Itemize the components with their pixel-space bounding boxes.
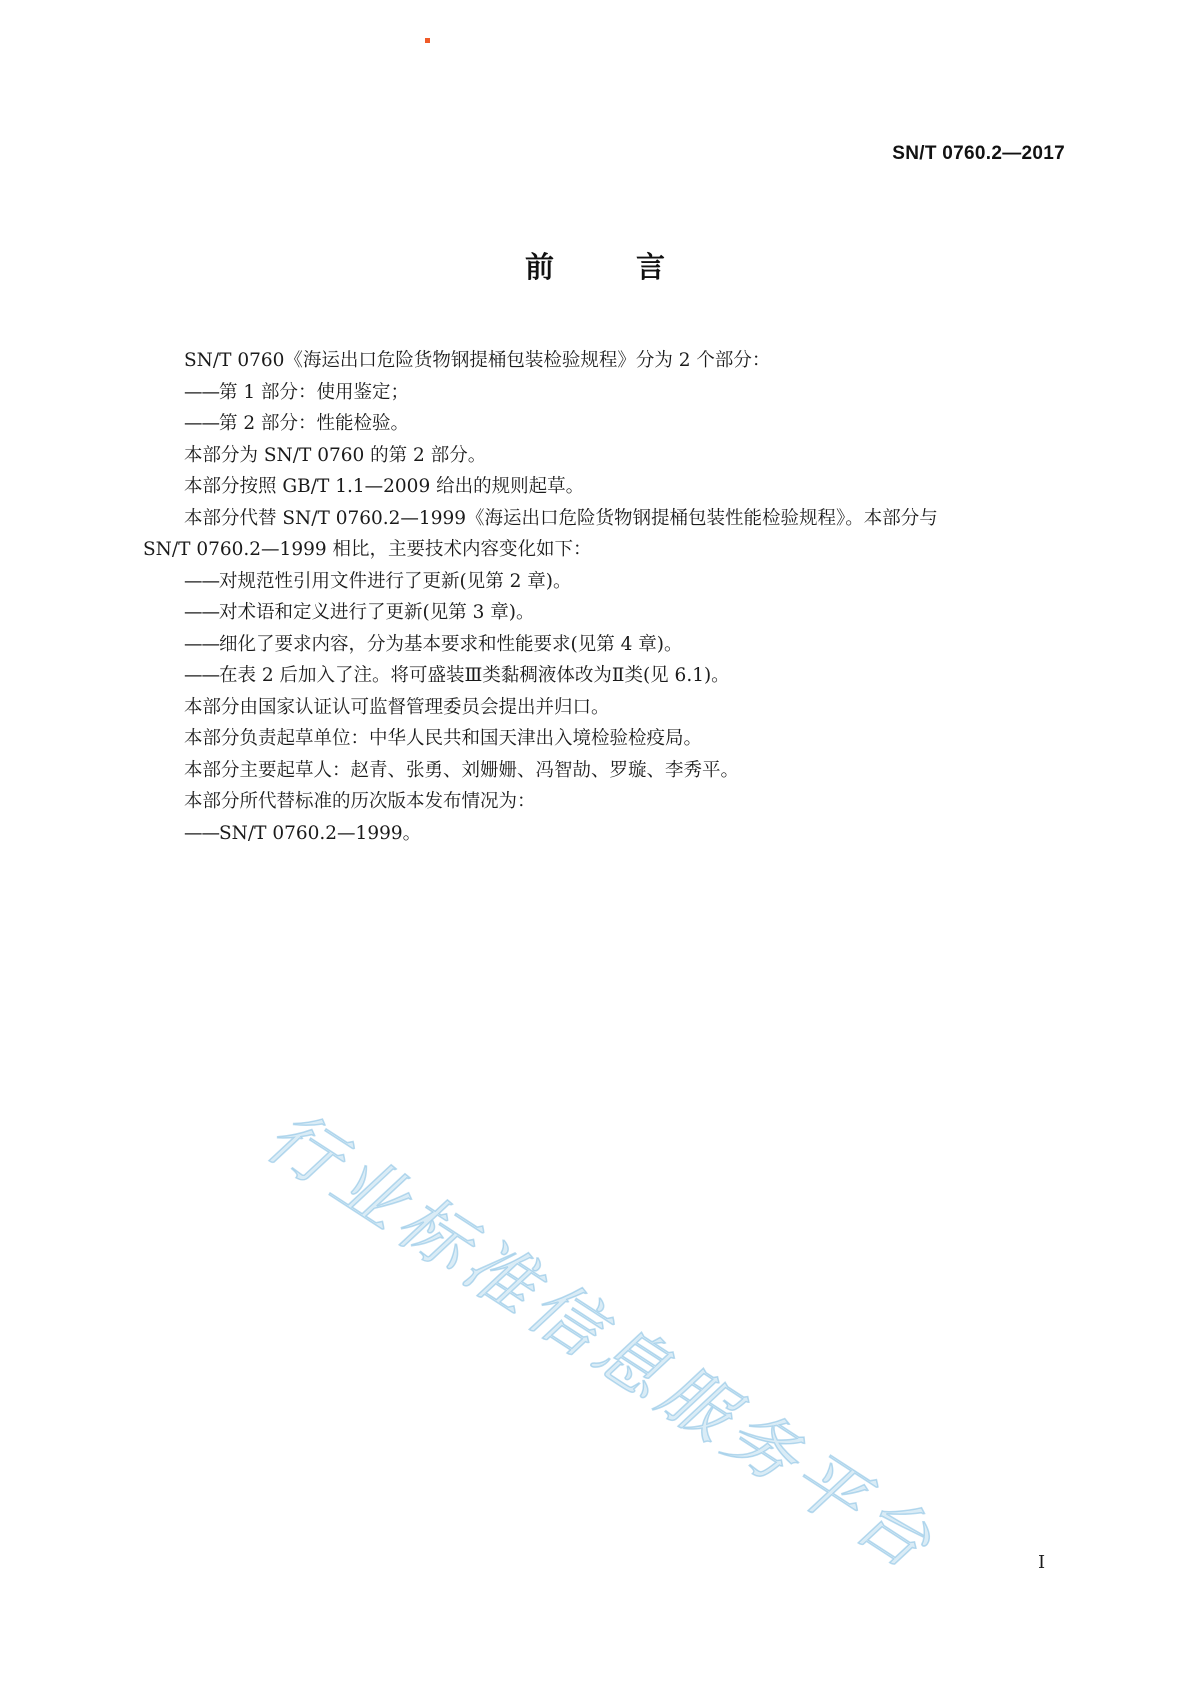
dash-marker: [184, 634, 219, 655]
dash-marker: [184, 571, 219, 592]
paragraph: 本部分负责起草单位：中华人民共和国天津出入境检验检疫局。: [184, 728, 703, 749]
paragraph: 本部分所代替标准的历次版本发布情况为：: [184, 791, 536, 812]
paragraph: 本部分为 SN/T 0760 的第 2 部分。: [184, 444, 487, 466]
list-item: —— 对术语和定义进行了更新(见第 3 章)。: [143, 597, 1073, 629]
title-char-2: 言: [636, 250, 666, 284]
paragraph: 本部分代替 SN/T 0760.2—1999《海运出口危险货物钢提桶包装性能检验规程》。本部分与: [184, 507, 938, 529]
dash-marker: [184, 602, 219, 623]
paragraph-continuation: SN/T 0760.2—1999 相比，主要技术内容变化如下：: [143, 539, 592, 560]
list-item: —— 对规范性引用文件进行了更新(见第 2 章)。: [143, 566, 1073, 598]
page-number: I: [1038, 1552, 1046, 1573]
list-item: —— 细化了要求内容，分为基本要求和性能要求(见第 4 章)。: [143, 629, 1073, 661]
dash-marker: [184, 665, 219, 686]
list-item: —— 第 2 部分：性能检验。: [143, 408, 1073, 440]
standard-code: SN/T 0760.2—2017: [892, 143, 1065, 164]
orange-marker: [425, 38, 430, 43]
foreword-body: [143, 345, 1073, 849]
list-item: —— 在表 2 后加入了注。将可盛装Ⅲ类黏稠液体改为Ⅱ类(见 6.1)。: [143, 660, 1073, 692]
paragraph: 本部分按照 GB/T 1.1—2009 给出的规则起草。: [184, 476, 585, 497]
dash-marker: [184, 823, 219, 844]
watermark: 行业标准信息服务平台: [252, 1094, 951, 1589]
paragraph: 本部分由国家认证认可监督管理委员会提出并归口。: [184, 696, 610, 718]
paragraph: SN/T 0760《海运出口危险货物钢提桶包装检验规程》分为 2 个部分：: [184, 350, 771, 371]
list-item: —— SN/T 0760.2—1999。: [143, 818, 1073, 850]
title-char-1: 前: [524, 250, 554, 284]
dash-marker: [184, 382, 219, 403]
dash-marker: [184, 413, 219, 434]
page-title: [0, 245, 1190, 286]
list-item: —— 第 1 部分：使用鉴定；: [143, 377, 1073, 409]
paragraph: 本部分主要起草人：赵青、张勇、刘姗姗、冯智劼、罗璇、李秀平。: [184, 759, 740, 781]
